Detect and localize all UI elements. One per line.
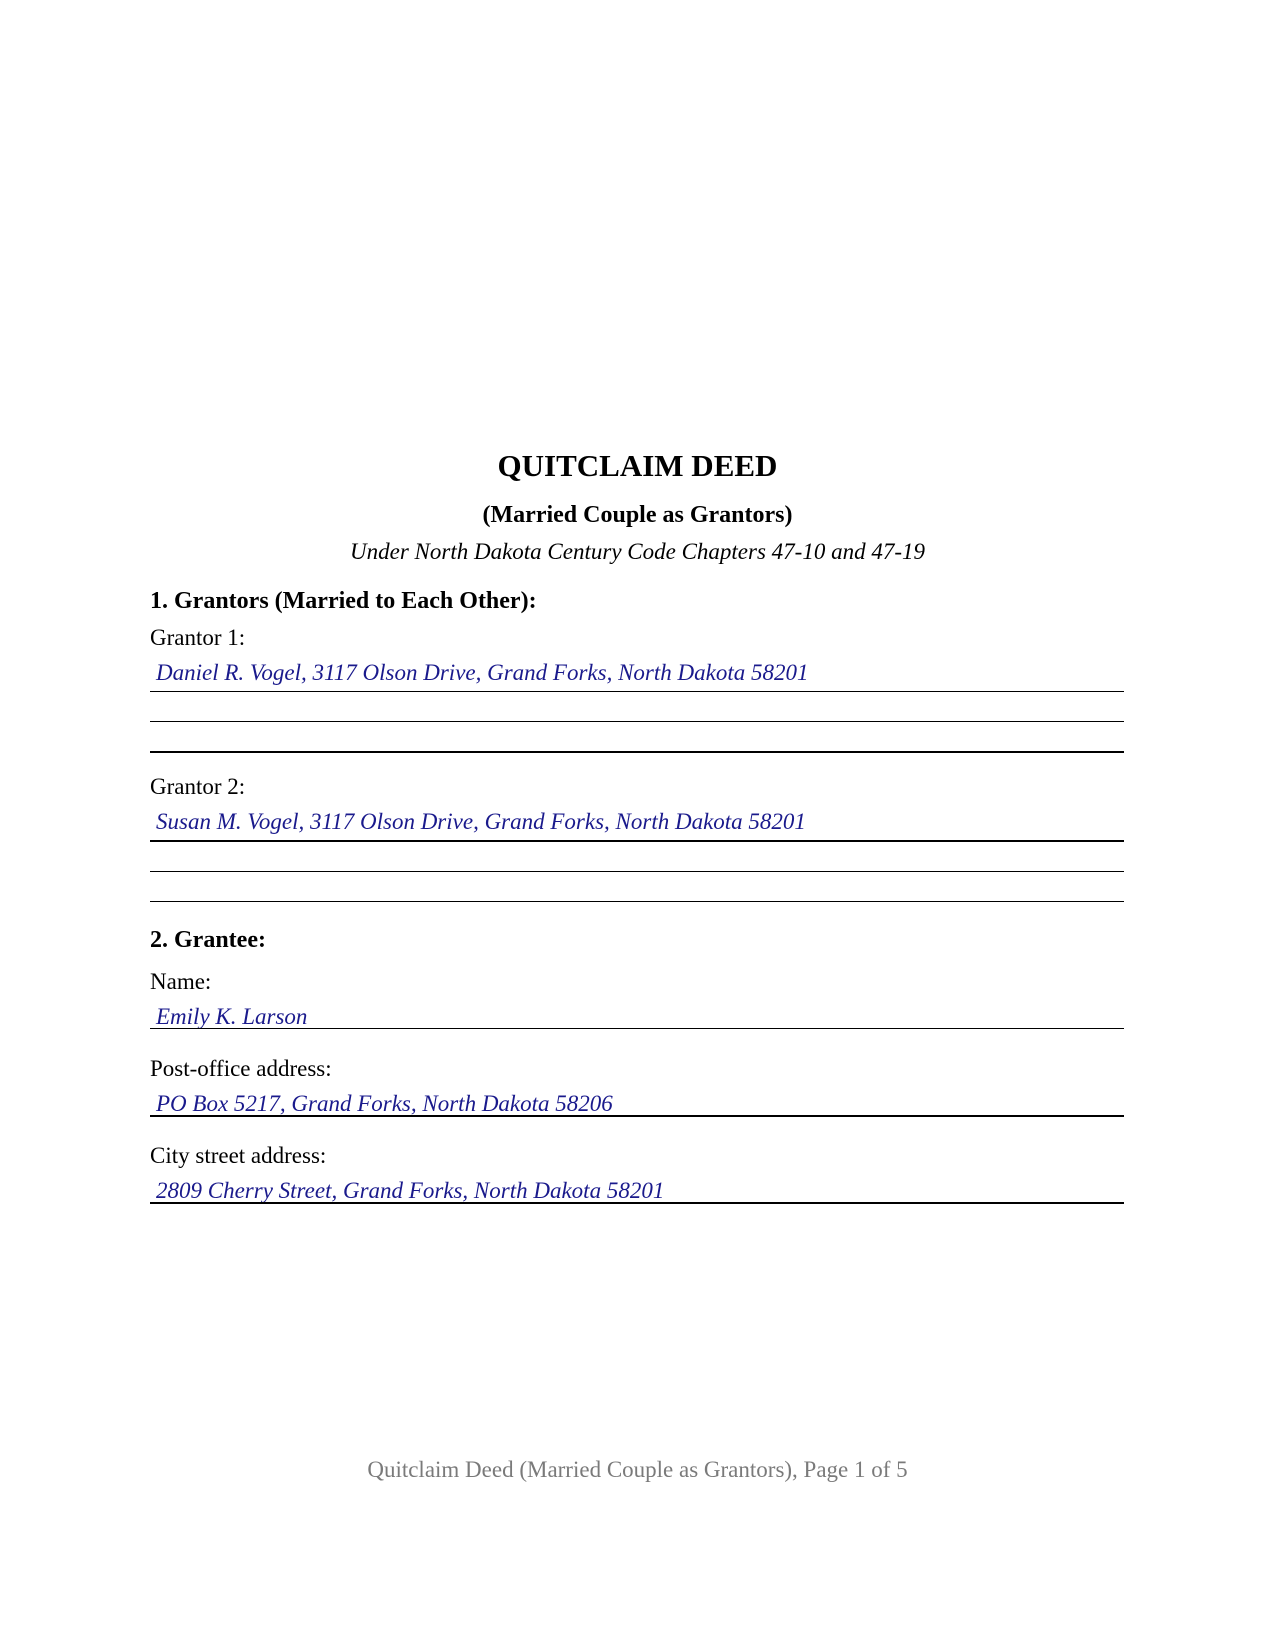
grantor2-line-1: [150, 840, 1124, 842]
grantee-name-label: Name:: [150, 969, 212, 994]
post-office-address-field[interactable]: PO Box 5217, Grand Forks, North Dakota 58206: [156, 1091, 613, 1116]
grantor2-label: Grantor 2:: [150, 774, 246, 799]
grantor1-line-3: [150, 751, 1124, 753]
grantee-name-field[interactable]: Emily K. Larson: [156, 1004, 308, 1029]
city-street-address-field[interactable]: 2809 Cherry Street, Grand Forks, North Dakota 58201: [156, 1178, 665, 1203]
grantor1-line-1: [150, 691, 1124, 692]
document-subtitle: (Married Couple as Grantors): [482, 502, 793, 528]
grantor2-line-3: [150, 901, 1124, 902]
page-footer: Quitclaim Deed (Married Couple as Grantors), Page 1 of 5: [367, 1457, 908, 1482]
post-office-address-line: [150, 1115, 1124, 1117]
grantee-name-line: [150, 1028, 1124, 1029]
document-title: QUITCLAIM DEED: [497, 448, 778, 483]
grantors-heading: 1. Grantors (Married to Each Other):: [150, 588, 537, 614]
grantor1-label: Grantor 1:: [150, 625, 246, 650]
grantee-heading: 2. Grantee:: [150, 927, 266, 953]
grantor2-line-2: [150, 871, 1124, 872]
grantor1-line-2: [150, 721, 1124, 722]
city-street-address-label: City street address:: [150, 1143, 327, 1168]
grantor1-field[interactable]: Daniel R. Vogel, 3117 Olson Drive, Grand Forks, North Dakota 58201: [156, 660, 809, 685]
grantor2-field[interactable]: Susan M. Vogel, 3117 Olson Drive, Grand Forks, North Dakota 58201: [156, 809, 806, 834]
city-street-address-line: [150, 1202, 1124, 1204]
statute-reference: Under North Dakota Century Code Chapters 47-10 and 47-19: [350, 539, 925, 564]
post-office-address-label: Post-office address:: [150, 1056, 332, 1081]
